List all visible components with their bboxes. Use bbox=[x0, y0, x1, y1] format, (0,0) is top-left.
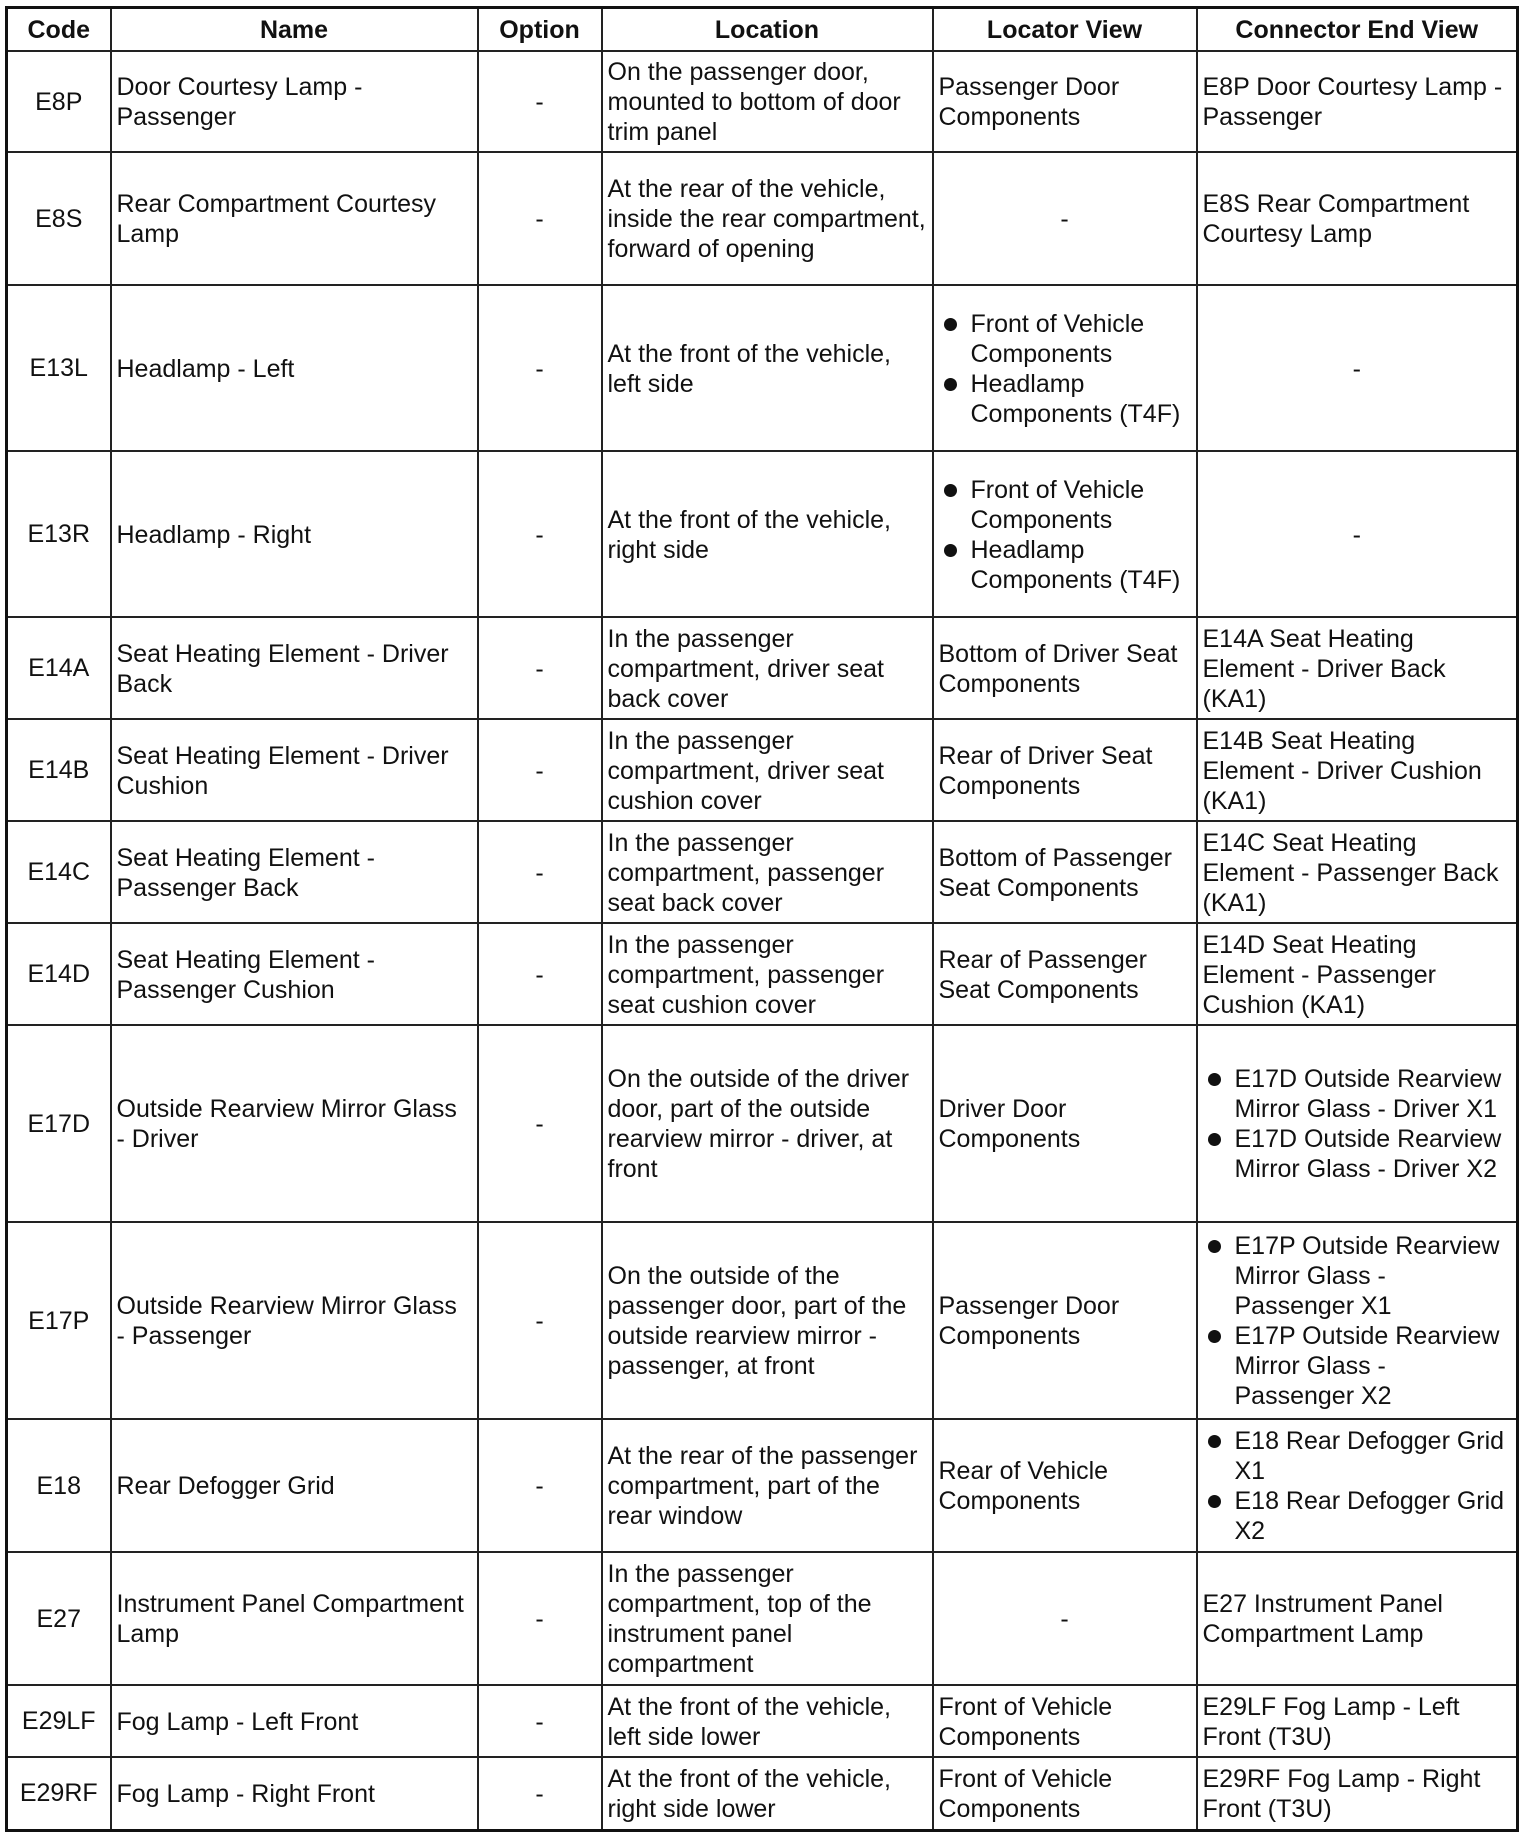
table-row bbox=[7, 285, 1518, 451]
cell-option: - bbox=[478, 1025, 602, 1222]
connector-end-view-item: E17P Outside Rearview Mirror Glass - Passenger X2 bbox=[1203, 1321, 1512, 1411]
column-header-connector-end-view: Connector End View bbox=[1197, 8, 1518, 52]
cell-connector-end-view: E14B Seat Heating Element - Driver Cushion (KA1) bbox=[1197, 719, 1518, 821]
cell-option: - bbox=[478, 51, 602, 152]
cell-name: Seat Heating Element - Driver Back bbox=[111, 617, 478, 719]
cell-locator-view: Rear of Passenger Seat Components bbox=[933, 923, 1197, 1025]
cell-option: - bbox=[478, 923, 602, 1025]
cell-name: Fog Lamp - Left Front bbox=[111, 1685, 478, 1757]
cell-connector-end-view-list bbox=[1203, 1231, 1512, 1411]
table-row bbox=[7, 1419, 1518, 1552]
component-locator-table bbox=[5, 6, 1519, 1832]
cell-code: E13L bbox=[7, 285, 111, 451]
connector-end-view-item: E18 Rear Defogger Grid X1 bbox=[1203, 1426, 1512, 1486]
table-row bbox=[7, 617, 1518, 719]
cell-option: - bbox=[478, 451, 602, 617]
cell-code: E18 bbox=[7, 1419, 111, 1552]
cell-connector-end-view: - bbox=[1197, 285, 1518, 451]
cell-name: Rear Defogger Grid bbox=[111, 1419, 478, 1552]
locator-view-item: Headlamp Components (T4F) bbox=[939, 535, 1191, 595]
cell-connector-end-view: E14D Seat Heating Element - Passenger Cushion (KA1) bbox=[1197, 923, 1518, 1025]
cell-code: E14B bbox=[7, 719, 111, 821]
cell-option: - bbox=[478, 1757, 602, 1830]
cell-location: In the passenger compartment, passenger seat back cover bbox=[602, 821, 933, 923]
cell-location: In the passenger compartment, driver seat cushion cover bbox=[602, 719, 933, 821]
connector-end-view-item: E17P Outside Rearview Mirror Glass - Passenger X1 bbox=[1203, 1231, 1512, 1321]
cell-location: On the passenger door, mounted to bottom of door trim panel bbox=[602, 51, 933, 152]
cell-connector-end-view: E8S Rear Compartment Courtesy Lamp bbox=[1197, 152, 1518, 285]
cell-name: Headlamp - Left bbox=[111, 285, 478, 451]
table-row bbox=[7, 1685, 1518, 1757]
cell-connector-end-view bbox=[1197, 1222, 1518, 1419]
cell-code: E17D bbox=[7, 1025, 111, 1222]
cell-connector-end-view: E8P Door Courtesy Lamp - Passenger bbox=[1197, 51, 1518, 152]
cell-name: Instrument Panel Compartment Lamp bbox=[111, 1552, 478, 1685]
cell-location: On the outside of the passenger door, part of the outside rearview mirror - passenger, at front bbox=[602, 1222, 933, 1419]
cell-locator-view-list bbox=[939, 475, 1191, 595]
cell-locator-view: Bottom of Driver Seat Components bbox=[933, 617, 1197, 719]
cell-location: At the front of the vehicle, right side bbox=[602, 451, 933, 617]
cell-connector-end-view-list bbox=[1203, 1064, 1512, 1184]
cell-locator-view: - bbox=[933, 1552, 1197, 1685]
cell-connector-end-view: E14C Seat Heating Element - Passenger Back (KA1) bbox=[1197, 821, 1518, 923]
cell-location: At the front of the vehicle, right side lower bbox=[602, 1757, 933, 1830]
cell-location: In the passenger compartment, top of the instrument panel compartment bbox=[602, 1552, 933, 1685]
cell-connector-end-view: - bbox=[1197, 451, 1518, 617]
table-row bbox=[7, 1025, 1518, 1222]
cell-name: Door Courtesy Lamp - Passenger bbox=[111, 51, 478, 152]
locator-view-item: Headlamp Components (T4F) bbox=[939, 369, 1191, 429]
cell-option: - bbox=[478, 1552, 602, 1685]
cell-location: At the rear of the vehicle, inside the rear compartment, forward of opening bbox=[602, 152, 933, 285]
cell-location: In the passenger compartment, driver seat back cover bbox=[602, 617, 933, 719]
connector-end-view-item: E18 Rear Defogger Grid X2 bbox=[1203, 1486, 1512, 1546]
cell-code: E27 bbox=[7, 1552, 111, 1685]
cell-location: In the passenger compartment, passenger seat cushion cover bbox=[602, 923, 933, 1025]
cell-code: E13R bbox=[7, 451, 111, 617]
cell-name: Outside Rearview Mirror Glass - Driver bbox=[111, 1025, 478, 1222]
cell-name: Outside Rearview Mirror Glass - Passenger bbox=[111, 1222, 478, 1419]
cell-locator-view: Rear of Vehicle Components bbox=[933, 1419, 1197, 1552]
cell-connector-end-view bbox=[1197, 1025, 1518, 1222]
cell-connector-end-view-list bbox=[1203, 1426, 1512, 1546]
cell-locator-view bbox=[933, 451, 1197, 617]
cell-code: E14C bbox=[7, 821, 111, 923]
cell-code: E29RF bbox=[7, 1757, 111, 1830]
cell-name: Seat Heating Element - Passenger Back bbox=[111, 821, 478, 923]
table-row bbox=[7, 1222, 1518, 1419]
table-row bbox=[7, 51, 1518, 152]
cell-code: E17P bbox=[7, 1222, 111, 1419]
cell-option: - bbox=[478, 719, 602, 821]
connector-end-view-item: E17D Outside Rearview Mirror Glass - Driver X2 bbox=[1203, 1124, 1512, 1184]
cell-code: E29LF bbox=[7, 1685, 111, 1757]
cell-locator-view: Front of Vehicle Components bbox=[933, 1757, 1197, 1830]
cell-option: - bbox=[478, 821, 602, 923]
cell-code: E8P bbox=[7, 51, 111, 152]
table-row bbox=[7, 923, 1518, 1025]
cell-option: - bbox=[478, 285, 602, 451]
locator-view-item: Front of Vehicle Components bbox=[939, 475, 1191, 535]
cell-code: E8S bbox=[7, 152, 111, 285]
cell-location: At the rear of the passenger compartment, part of the rear window bbox=[602, 1419, 933, 1552]
table-row bbox=[7, 1757, 1518, 1830]
cell-locator-view bbox=[933, 285, 1197, 451]
cell-name: Rear Compartment Courtesy Lamp bbox=[111, 152, 478, 285]
cell-name: Seat Heating Element - Passenger Cushion bbox=[111, 923, 478, 1025]
cell-option: - bbox=[478, 1419, 602, 1552]
column-header-option: Option bbox=[478, 8, 602, 52]
cell-locator-view: Passenger Door Components bbox=[933, 51, 1197, 152]
table-row bbox=[7, 1552, 1518, 1685]
table-row bbox=[7, 152, 1518, 285]
column-header-location: Location bbox=[602, 8, 933, 52]
cell-option: - bbox=[478, 1222, 602, 1419]
column-header-name: Name bbox=[111, 8, 478, 52]
cell-location: At the front of the vehicle, left side bbox=[602, 285, 933, 451]
cell-locator-view: Passenger Door Components bbox=[933, 1222, 1197, 1419]
cell-locator-view: Driver Door Components bbox=[933, 1025, 1197, 1222]
cell-option: - bbox=[478, 1685, 602, 1757]
cell-connector-end-view: E29RF Fog Lamp - Right Front (T3U) bbox=[1197, 1757, 1518, 1830]
cell-connector-end-view: E27 Instrument Panel Compartment Lamp bbox=[1197, 1552, 1518, 1685]
cell-name: Seat Heating Element - Driver Cushion bbox=[111, 719, 478, 821]
cell-locator-view: - bbox=[933, 152, 1197, 285]
column-header-locator-view: Locator View bbox=[933, 8, 1197, 52]
cell-locator-view: Bottom of Passenger Seat Components bbox=[933, 821, 1197, 923]
locator-view-item: Front of Vehicle Components bbox=[939, 309, 1191, 369]
cell-option: - bbox=[478, 617, 602, 719]
cell-option: - bbox=[478, 152, 602, 285]
cell-connector-end-view bbox=[1197, 1419, 1518, 1552]
cell-location: At the front of the vehicle, left side lower bbox=[602, 1685, 933, 1757]
cell-location: On the outside of the driver door, part of the outside rearview mirror - driver, at front bbox=[602, 1025, 933, 1222]
column-header-code: Code bbox=[7, 8, 111, 52]
cell-locator-view: Rear of Driver Seat Components bbox=[933, 719, 1197, 821]
cell-name: Headlamp - Right bbox=[111, 451, 478, 617]
table-row bbox=[7, 821, 1518, 923]
cell-locator-view-list bbox=[939, 309, 1191, 429]
cell-connector-end-view: E29LF Fog Lamp - Left Front (T3U) bbox=[1197, 1685, 1518, 1757]
table-row bbox=[7, 719, 1518, 821]
cell-name: Fog Lamp - Right Front bbox=[111, 1757, 478, 1830]
connector-end-view-item: E17D Outside Rearview Mirror Glass - Driver X1 bbox=[1203, 1064, 1512, 1124]
cell-locator-view: Front of Vehicle Components bbox=[933, 1685, 1197, 1757]
table-header-row bbox=[7, 8, 1518, 52]
table-row bbox=[7, 451, 1518, 617]
cell-connector-end-view: E14A Seat Heating Element - Driver Back (KA1) bbox=[1197, 617, 1518, 719]
cell-code: E14D bbox=[7, 923, 111, 1025]
cell-code: E14A bbox=[7, 617, 111, 719]
